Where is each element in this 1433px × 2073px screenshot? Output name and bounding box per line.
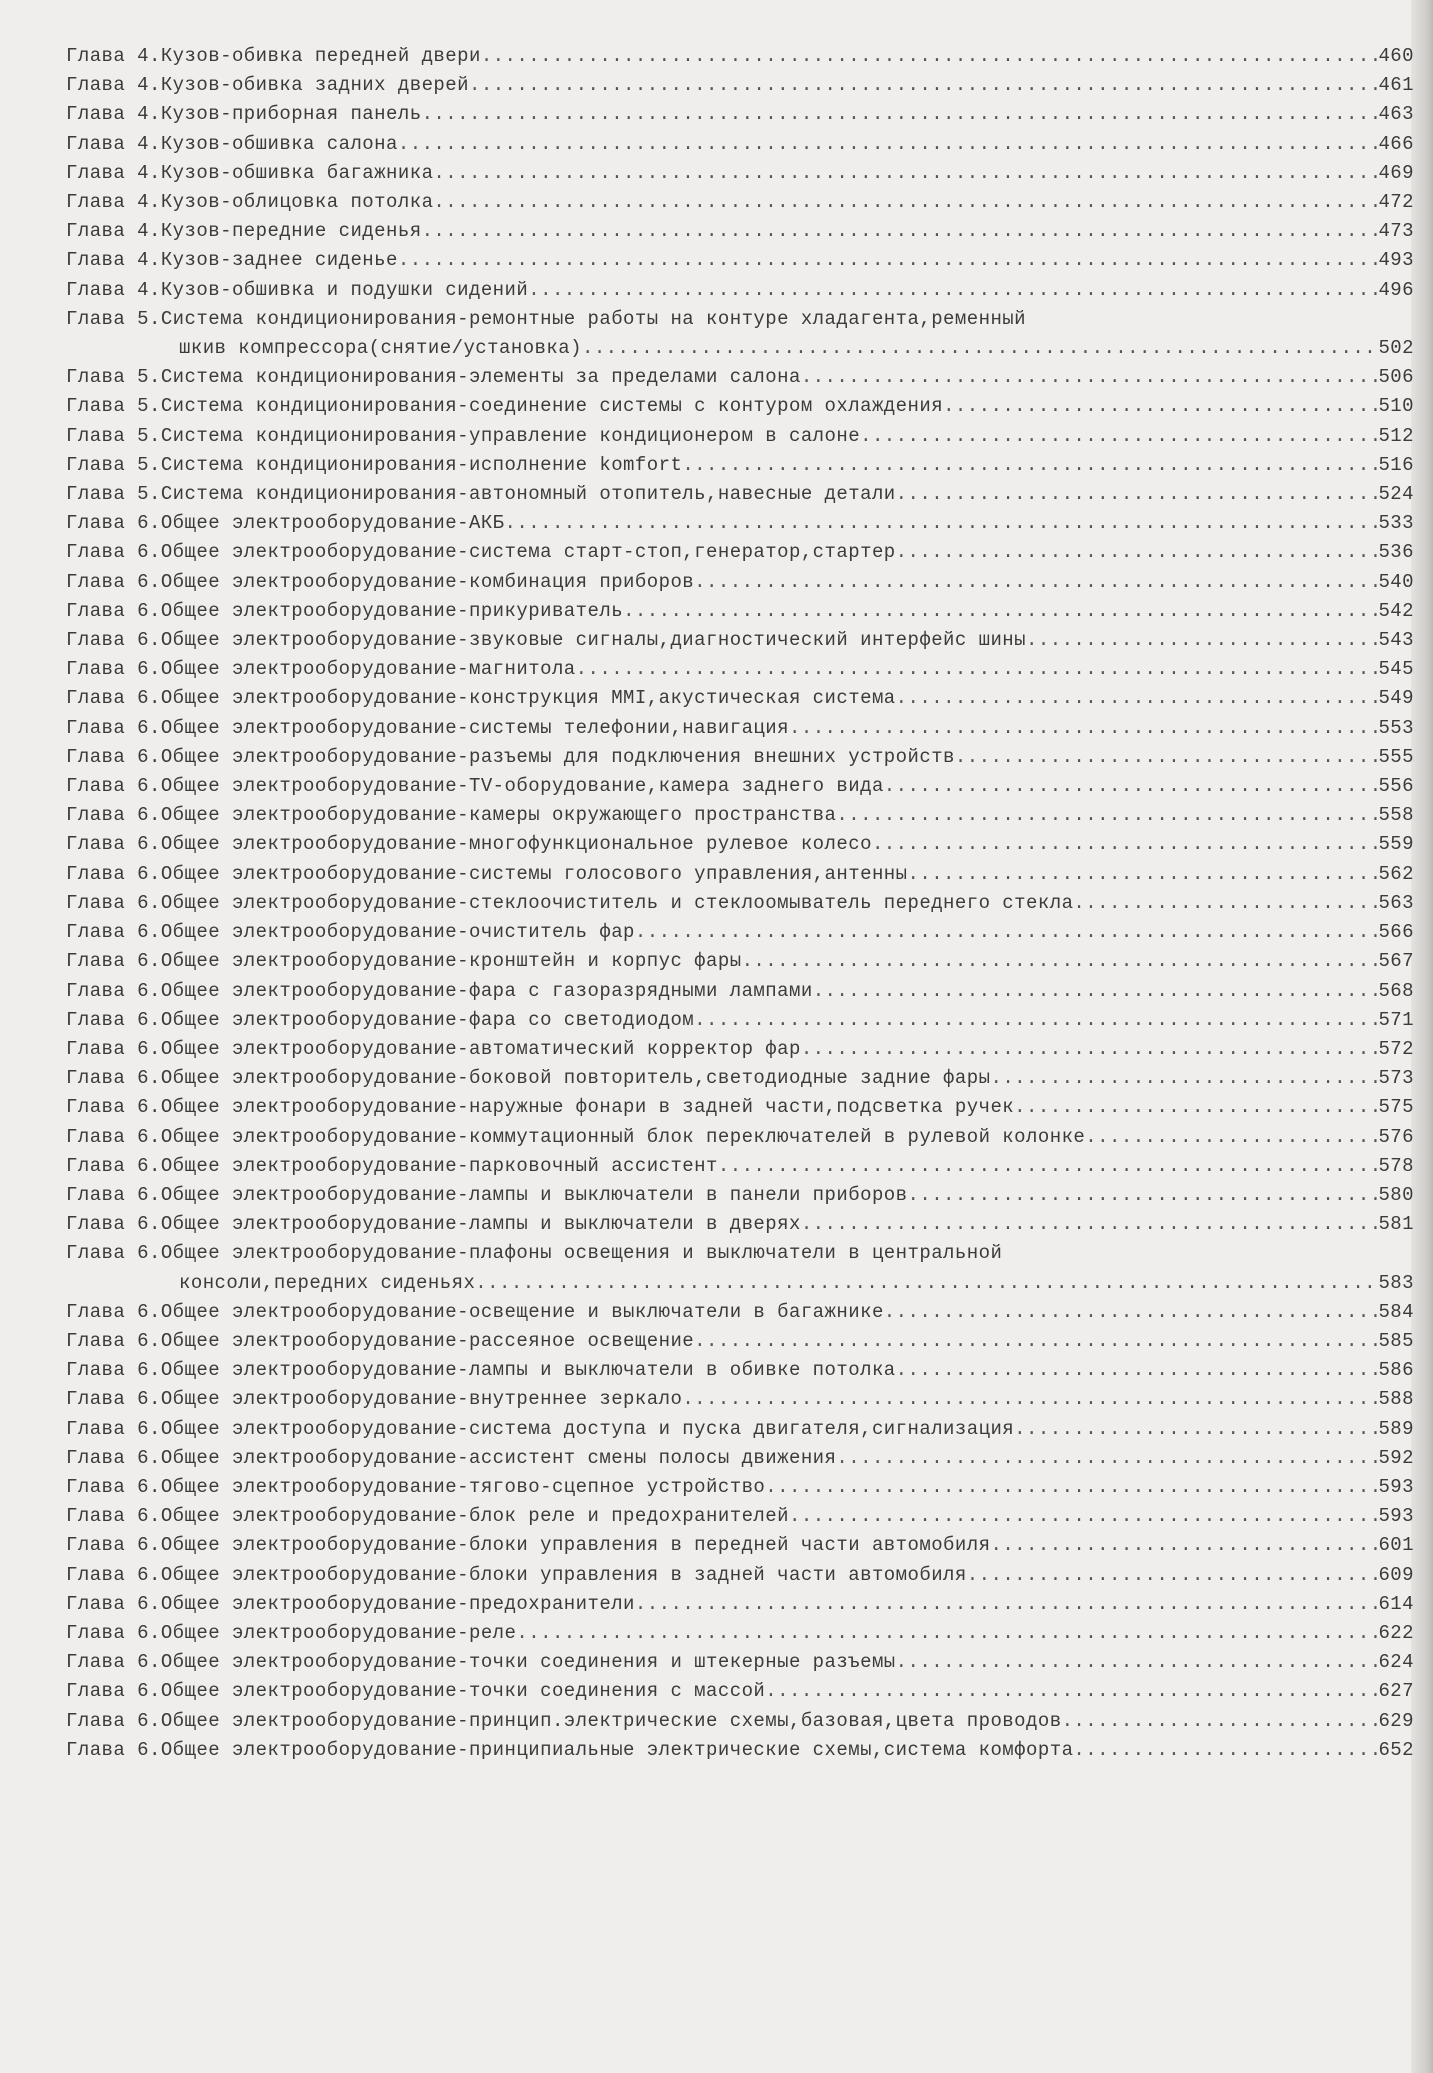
toc-page-number: 549 [1378,687,1414,710]
toc-title: Общее электрооборудование-конструкция MMI,акустическая система [160,687,896,710]
toc-chapter: Глава 6. [66,1417,161,1440]
toc-chapter: Глава 6. [66,891,161,914]
toc-leader-dots [908,860,1379,889]
toc-leader-dots [836,1444,1378,1473]
toc-title: Система кондиционирования-управление кондиционером в салоне [160,424,861,447]
toc-entry[interactable] [66,1619,1414,1648]
toc-title: Общее электрооборудование-магнитола [160,658,576,681]
toc-page-number: 629 [1378,1709,1414,1732]
toc-title: Общее электрооборудование-системы голосового управления,антенны [160,862,908,885]
toc-title: Кузов-обивка передней двери [160,45,481,67]
toc-entry[interactable] [66,772,1414,801]
toc-title: Кузов-обшивка и подушки сидений [160,278,529,301]
toc-page-number: 624 [1378,1651,1414,1674]
toc-title: Общее электрооборудование-разъемы для подключения внешних устройств [160,745,955,768]
toc-title: Кузов-приборная панель [160,103,422,126]
toc-page-number: 460 [1378,45,1414,67]
toc-leader-dots [1014,1415,1378,1444]
toc-chapter: Глава 6. [66,1621,161,1644]
toc-title: Кузов-обивка задних дверей [160,74,469,97]
toc-leader-dots [990,1064,1378,1093]
toc-title: Общее электрооборудование-многофункциональное рулевое колесо [160,833,872,856]
toc-chapter: Глава 4. [66,191,161,214]
toc-entry[interactable] [66,889,1414,918]
toc-leader-dots [813,977,1379,1006]
toc-title: Общее электрооборудование-блоки управления в задней части автомобиля [160,1563,967,1586]
toc-entry[interactable] [66,1181,1414,1210]
toc-entry[interactable] [66,977,1414,1006]
toc-entry[interactable] [66,276,1414,305]
toc-entry[interactable] [66,684,1414,713]
toc-leader-dots [635,1590,1379,1619]
toc-title: Система кондиционирования-элементы за пределами салона [160,366,801,389]
toc-title: Общее электрооборудование-ассистент смены полосы движения [160,1446,837,1469]
toc-entry[interactable] [66,246,1414,275]
toc-entry[interactable] [66,1590,1414,1619]
toc-entry[interactable] [66,1648,1414,1677]
toc-leader-dots [884,772,1379,801]
toc-title: Общее электрооборудование-фара с газоразрядными лампами [160,979,813,1002]
toc-title: Общее электрооборудование-система старт-стоп,генератор,стартер [160,541,896,564]
toc-chapter: Глава 6. [66,541,161,564]
toc-page-number: 553 [1378,716,1414,739]
toc-entry[interactable] [66,947,1414,976]
toc-page-number: 614 [1378,1592,1414,1615]
toc-page-number: 593 [1378,1505,1414,1528]
toc-leader-dots [860,422,1378,451]
toc-title: Общее электрооборудование-внутреннее зеркало [160,1388,683,1411]
toc-page-number: 580 [1378,1183,1414,1206]
toc-leader-dots [896,538,1379,567]
toc-chapter: Глава 4. [66,132,161,155]
toc-page-number: 652 [1378,1738,1414,1761]
toc-title-continued: шкив компрессора(снятие/установка) [179,337,582,360]
toc-entry[interactable] [66,159,1414,188]
toc-chapter: Глава 4. [66,249,161,272]
toc-leader-dots [955,743,1379,772]
toc-chapter: Глава 6. [66,1680,161,1703]
toc-title: Общее электрооборудование-системы телефонии,навигация [160,716,789,739]
toc-leader-dots [896,480,1379,509]
toc-leader-dots [469,71,1378,100]
toc-entry[interactable] [66,568,1414,597]
toc-chapter: Глава 5. [66,366,161,389]
toc-entry[interactable] [66,655,1414,684]
toc-leader-dots [433,159,1378,188]
toc-title: Кузов-передние сиденья [160,220,422,243]
toc-chapter: Глава 6. [66,950,161,973]
toc-page-number: 473 [1378,220,1414,243]
toc-title: Общее электрооборудование-плафоны освещения и выключатели в центральной [160,1242,1003,1265]
toc-page-number: 510 [1378,395,1414,418]
toc-leader-dots [801,1035,1379,1064]
toc-chapter: Глава 6. [66,658,161,681]
toc-entry[interactable] [66,1561,1414,1590]
toc-page-number: 586 [1378,1359,1414,1382]
toc-title: Общее электрооборудование-тягово-сцепное устройство [160,1475,766,1498]
toc-leader-dots [433,188,1378,217]
toc-chapter: Глава 6. [66,979,161,1002]
toc-entry[interactable] [66,1327,1414,1356]
toc-page-number: 516 [1378,453,1414,476]
toc-entry[interactable] [66,392,1414,421]
toc-entry[interactable] [66,480,1414,509]
toc-entry[interactable] [66,1152,1414,1181]
toc-entry[interactable] [66,1064,1414,1093]
toc-leader-dots [1062,1707,1379,1736]
toc-page-number: 609 [1378,1563,1414,1586]
toc-page-number: 589 [1378,1417,1414,1440]
toc-chapter: Глава 6. [66,1651,161,1674]
toc-chapter: Глава 6. [66,1154,161,1177]
toc-leader-dots [528,276,1378,305]
toc-leader-dots [718,1152,1379,1181]
toc-entry[interactable] [66,1444,1414,1473]
toc-page-number: 581 [1378,1213,1414,1236]
toc-leader-dots [967,1561,1379,1590]
toc-title: Система кондиционирования-соединение системы с контуром охлаждения [160,395,944,418]
toc-chapter: Глава 6. [66,1329,161,1352]
toc-entry[interactable] [66,1736,1414,1765]
toc-title: Общее электрооборудование-освещение и выключатели в багажнике [160,1300,884,1323]
toc-leader-dots [694,1006,1378,1035]
toc-entry[interactable] [66,538,1414,567]
toc-entry[interactable] [66,1415,1414,1444]
toc-page-number: 502 [1378,337,1414,360]
toc-leader-dots [694,1327,1378,1356]
toc-title: Общее электрооборудование-парковочный ассистент [160,1154,718,1177]
toc-page-number: 466 [1378,132,1414,155]
toc-chapter: Глава 6. [66,921,161,944]
toc-page-number: 563 [1378,891,1414,914]
toc-entry[interactable] [66,1239,1414,1297]
toc-leader-dots [1026,626,1378,655]
toc-leader-dots [635,918,1379,947]
toc-entry[interactable] [66,1035,1414,1064]
toc-entry[interactable] [66,626,1414,655]
toc-chapter: Глава 6. [66,1213,161,1236]
toc-title: Система кондиционирования-исполнение komfort [160,453,683,476]
toc-entry[interactable] [66,1123,1414,1152]
toc-leader-dots [990,1531,1378,1560]
toc-chapter: Глава 6. [66,1505,161,1528]
toc-chapter: Глава 6. [66,570,161,593]
toc-title-continued: консоли,передних сиденьях [179,1271,476,1294]
toc-title: Система кондиционирования-ремонтные работы на контуре хладагента,ременный [160,307,1027,330]
toc-page-number: 555 [1378,745,1414,768]
toc-leader-dots [398,130,1379,159]
toc-page-number: 540 [1378,570,1414,593]
toc-title: Общее электрооборудование-автоматический корректор фар [160,1037,801,1060]
toc-page-number: 536 [1378,541,1414,564]
toc-chapter: Глава 6. [66,833,161,856]
toc-leader-dots [742,947,1379,976]
toc-title: Общее электрооборудование-прикуриватель [160,599,624,622]
toc-page-number: 576 [1378,1125,1414,1148]
toc-chapter: Глава 6. [66,775,161,798]
toc-leader-dots [896,1648,1379,1677]
toc-page-number: 588 [1378,1388,1414,1411]
toc-title: Общее электрооборудование-точки соединения и штекерные разъемы [160,1651,896,1674]
toc-chapter: Глава 6. [66,1446,161,1469]
toc-title: Общее электрооборудование-предохранители [160,1592,635,1615]
toc-page-number: 542 [1378,599,1414,622]
toc-chapter: Глава 6. [66,629,161,652]
toc-chapter: Глава 5. [66,395,161,418]
toc-chapter: Глава 6. [66,1563,161,1586]
toc-leader-dots [398,246,1379,275]
toc-chapter: Глава 5. [66,424,161,447]
toc-leader-dots [576,655,1379,684]
toc-leader-dots [789,1502,1378,1531]
toc-chapter: Глава 4. [66,278,161,301]
toc-entry[interactable] [66,1473,1414,1502]
toc-page-number: 558 [1378,804,1414,827]
toc-title: Общее электрооборудование-камеры окружающего пространства [160,804,837,827]
toc-chapter: Глава 6. [66,1183,161,1206]
toc-entry[interactable] [66,1093,1414,1122]
toc-leader-dots [1073,889,1378,918]
toc-chapter: Глава 6. [66,1709,161,1732]
toc-entry[interactable] [66,422,1414,451]
toc-page-number: 545 [1378,658,1414,681]
toc-page-number: 463 [1378,103,1414,126]
page-edge-shadow [1411,0,1433,2073]
toc-leader-dots [765,1677,1378,1706]
toc-entry[interactable] [66,42,1414,71]
toc-chapter: Глава 6. [66,599,161,622]
toc-page-number: 524 [1378,483,1414,506]
toc-title: Общее электрооборудование-блоки управления в передней части автомобиля [160,1534,991,1557]
toc-entry[interactable] [66,743,1414,772]
toc-page-number: 562 [1378,862,1414,885]
toc-page-number: 583 [1378,1271,1414,1294]
toc-leader-dots [801,363,1379,392]
toc-entry[interactable] [66,130,1414,159]
toc-entry[interactable] [66,1006,1414,1035]
toc-leader-dots [505,509,1379,538]
toc-page-number: 601 [1378,1534,1414,1557]
toc-title: Общее электрооборудование-лампы и выключатели в обивке потолка [160,1359,896,1382]
toc-page-number: 533 [1378,512,1414,535]
toc-leader-dots [896,1356,1379,1385]
toc-leader-dots [582,334,1378,363]
toc-page-number: 543 [1378,629,1414,652]
toc-page-number: 568 [1378,979,1414,1002]
toc-title: Общее электрооборудование-звуковые сигналы,диагностический интерфейс шины [160,629,1027,652]
toc-chapter: Глава 6. [66,1300,161,1323]
toc-title: Общее электрооборудование-АКБ [160,512,505,535]
toc-chapter: Глава 6. [66,1125,161,1148]
toc-page-number: 556 [1378,775,1414,798]
toc-title: Общее электрооборудование-система доступа и пуска двигателя,сигнализация [160,1417,1015,1440]
toc-title: Общее электрооборудование-боковой повторитель,светодиодные задние фары [160,1067,991,1090]
toc-leader-dots [836,801,1378,830]
toc-entry[interactable] [66,714,1414,743]
toc-page-number: 584 [1378,1300,1414,1323]
toc-page-number: 493 [1378,249,1414,272]
toc-leader-dots [694,568,1378,597]
toc-leader-dots [884,1298,1379,1327]
toc-page-number: 573 [1378,1067,1414,1090]
toc-page-number: 575 [1378,1096,1414,1119]
toc-chapter: Глава 5. [66,453,161,476]
toc-leader-dots [422,100,1379,129]
toc-page-number: 461 [1378,74,1414,97]
toc-entry[interactable] [66,801,1414,830]
toc-title: Кузов-заднее сиденье [160,249,398,272]
toc-title: Система кондиционирования-автономный отопитель,навесные детали [160,483,896,506]
toc-entry[interactable] [66,1707,1414,1736]
toc-page-number: 585 [1378,1329,1414,1352]
toc-page-number: 572 [1378,1037,1414,1060]
toc-entry[interactable] [66,1677,1414,1706]
toc-entry[interactable] [66,597,1414,626]
toc-title: Кузов-обшивка салона [160,132,398,155]
toc-chapter: Глава 4. [66,220,161,243]
toc-title: Общее электрооборудование-лампы и выключатели в панели приборов [160,1183,908,1206]
toc-page-number: 578 [1378,1154,1414,1177]
toc-leader-dots [481,42,1379,71]
toc-page-number: 592 [1378,1446,1414,1469]
toc-chapter: Глава 6. [66,1242,161,1265]
toc-title: Общее электрооборудование-рассеяное освещение [160,1329,695,1352]
toc-leader-dots [801,1210,1379,1239]
toc-title: Общее электрооборудование-блок реле и предохранителей [160,1505,789,1528]
toc-leader-dots [422,217,1379,246]
toc-chapter: Глава 6. [66,687,161,710]
toc-chapter: Глава 5. [66,307,161,330]
toc-page-number: 506 [1378,366,1414,389]
toc-title: Кузов-обшивка багажника [160,161,434,184]
toc-entry[interactable] [66,188,1414,217]
toc-chapter: Глава 6. [66,862,161,885]
toc-leader-dots [872,830,1378,859]
toc-title: Общее электрооборудование-принцип.электрические схемы,базовая,цвета проводов [160,1709,1062,1732]
toc-page-number: 559 [1378,833,1414,856]
toc-entry[interactable] [66,918,1414,947]
toc-entry[interactable] [66,1298,1414,1327]
toc-leader-dots [1073,1736,1378,1765]
toc-page-number: 496 [1378,278,1414,301]
toc-entry[interactable] [66,217,1414,246]
toc-chapter: Глава 6. [66,1067,161,1090]
toc-chapter: Глава 6. [66,804,161,827]
toc-page-number: 622 [1378,1621,1414,1644]
toc-title: Общее электрооборудование-коммутационный блок переключателей в рулевой колонке [160,1125,1086,1148]
toc-chapter: Глава 6. [66,745,161,768]
toc-chapter: Глава 4. [66,103,161,126]
toc-leader-dots [475,1269,1378,1298]
toc-page-number: 469 [1378,161,1414,184]
toc-chapter: Глава 6. [66,1096,161,1119]
toc-leader-dots [1014,1093,1378,1122]
toc-page-number: 472 [1378,191,1414,214]
toc-title: Кузов-облицовка потолка [160,191,434,214]
toc-leader-dots [908,1181,1379,1210]
toc-entry[interactable] [66,363,1414,392]
toc-leader-dots [516,1619,1378,1648]
toc-title: Общее электрооборудование-TV-оборудование,камера заднего вида [160,775,884,798]
toc-leader-dots [789,714,1378,743]
toc-entry[interactable] [66,830,1414,859]
toc-title: Общее электрооборудование-очиститель фар [160,921,635,944]
toc-title: Общее электрооборудование-кронштейн и корпус фары [160,950,742,973]
toc-chapter: Глава 6. [66,1037,161,1060]
toc-entry[interactable] [66,451,1414,480]
toc-page-number: 567 [1378,950,1414,973]
toc-leader-dots [682,1385,1378,1414]
toc-chapter: Глава 6. [66,716,161,739]
toc-leader-dots [765,1473,1378,1502]
toc-entry[interactable] [66,509,1414,538]
toc-entry[interactable] [66,860,1414,889]
toc-page-number: 566 [1378,921,1414,944]
toc-page-number: 571 [1378,1008,1414,1031]
toc-entry[interactable] [66,1356,1414,1385]
toc-leader-dots [1085,1123,1378,1152]
table-of-contents [66,42,1414,1765]
toc-title: Общее электрооборудование-точки соединения с массой [160,1680,766,1703]
toc-leader-dots [896,684,1379,713]
toc-entry[interactable] [66,71,1414,100]
toc-leader-dots [943,392,1378,421]
toc-chapter: Глава 6. [66,1738,161,1761]
toc-chapter: Глава 6. [66,1592,161,1615]
toc-chapter: Глава 5. [66,483,161,506]
toc-chapter: Глава 6. [66,1359,161,1382]
toc-title: Общее электрооборудование-реле [160,1621,517,1644]
toc-page-number: 627 [1378,1680,1414,1703]
toc-page-number: 512 [1378,424,1414,447]
toc-leader-dots [623,597,1378,626]
toc-chapter: Глава 6. [66,1388,161,1411]
toc-chapter: Глава 6. [66,1008,161,1031]
toc-title: Общее электрооборудование-фара со светодиодом [160,1008,695,1031]
toc-chapter: Глава 6. [66,512,161,535]
toc-entry[interactable] [66,1502,1414,1531]
toc-title: Общее электрооборудование-стеклоочиститель и стеклоомыватель переднего стекла [160,891,1074,914]
toc-title: Общее электрооборудование-лампы и выключатели в дверях [160,1213,801,1236]
toc-title: Общее электрооборудование-наружные фонари в задней части,подсветка ручек [160,1096,1015,1119]
toc-leader-dots [682,451,1378,480]
toc-page-number: 593 [1378,1475,1414,1498]
toc-chapter: Глава 6. [66,1534,161,1557]
toc-chapter: Глава 6. [66,1475,161,1498]
toc-title: Общее электрооборудование-комбинация приборов [160,570,695,593]
toc-entry[interactable] [66,1531,1414,1560]
toc-entry[interactable] [66,100,1414,129]
toc-entry[interactable] [66,305,1414,363]
toc-chapter: Глава 4. [66,45,161,67]
toc-entry[interactable] [66,1385,1414,1414]
toc-title: Общее электрооборудование-принципиальные электрические схемы,система комфорта [160,1738,1074,1761]
toc-entry[interactable] [66,1210,1414,1239]
toc-chapter: Глава 4. [66,161,161,184]
toc-chapter: Глава 4. [66,74,161,97]
